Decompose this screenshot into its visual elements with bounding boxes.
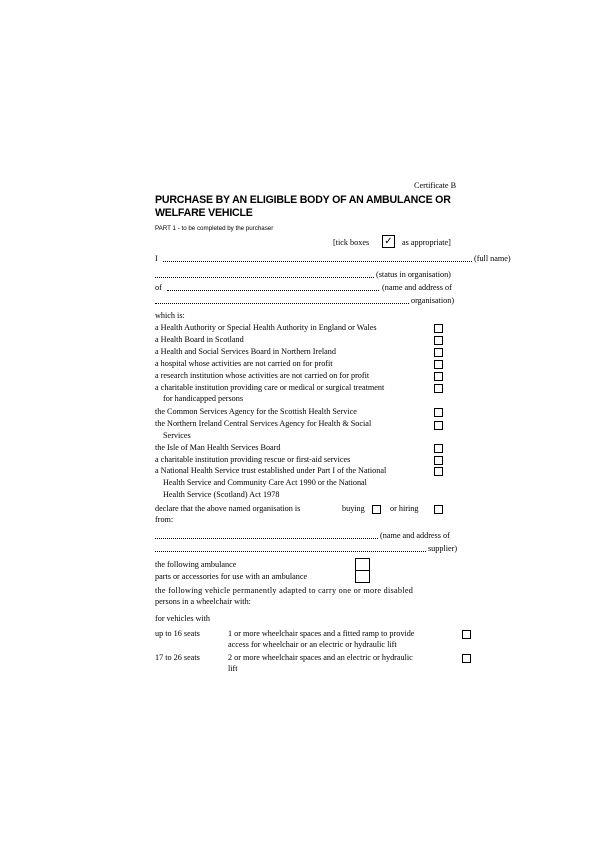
status-field[interactable] <box>155 277 374 278</box>
body-checkbox[interactable] <box>434 384 443 393</box>
supplier-field-line2[interactable] <box>155 551 426 552</box>
body-checkbox[interactable] <box>434 348 443 357</box>
hiring-label: or hiring <box>390 504 419 513</box>
parts-checkbox[interactable] <box>355 570 370 583</box>
body-checkbox[interactable] <box>434 324 443 333</box>
organisation-field-line1[interactable] <box>167 290 379 291</box>
which-is-label: which is: <box>155 311 185 320</box>
seats-requirement-line2: access for wheelchair or an electric or hydraulic lift <box>228 640 397 649</box>
declare-text: declare that the above named organisation is <box>155 504 301 513</box>
hiring-checkbox[interactable] <box>434 505 443 514</box>
vehicle-option-line2: persons in a wheelchair with: <box>155 597 251 606</box>
body-option-label: the Isle of Man Health Services Board <box>155 443 281 452</box>
name-prefix: I <box>155 254 158 263</box>
status-label: (status in organisation) <box>376 270 451 279</box>
body-checkbox[interactable] <box>434 336 443 345</box>
from-label: from: <box>155 515 174 524</box>
name-field[interactable] <box>163 261 472 262</box>
buying-checkbox[interactable] <box>372 505 381 514</box>
seats-range-label: up to 16 seats <box>155 629 200 638</box>
form-title-line2: WELFARE VEHICLE <box>155 207 253 219</box>
body-option-label: a charitable institution providing care or medical or surgical treatment <box>155 383 385 392</box>
ambulance-option-label: the following ambulance <box>155 560 237 569</box>
vehicle-option-line1: the following vehicle permanently adapted to carry one or more disabled <box>155 586 414 595</box>
tick-instruction-prefix: [tick boxes <box>333 238 370 247</box>
body-option-label: a Health Authority or Special Health Authority in England or Wales <box>155 323 377 332</box>
supplier-label-a: (name and address of <box>380 531 450 540</box>
form-title-line1: PURCHASE BY AN ELIGIBLE BODY OF AN AMBULANCE OR <box>155 194 451 206</box>
seats-requirement-line1: 2 or more wheelchair spaces and an electric or hydraulic <box>228 653 413 662</box>
body-checkbox[interactable] <box>434 467 443 476</box>
seats-checkbox[interactable] <box>462 630 471 639</box>
body-option-label: a Health and Social Services Board in Northern Ireland <box>155 347 336 356</box>
body-checkbox[interactable] <box>434 444 443 453</box>
body-checkbox[interactable] <box>434 408 443 417</box>
supplier-field-line1[interactable] <box>155 538 378 539</box>
body-option-label-cont: for handicapped persons <box>163 394 244 403</box>
body-option-label: a charitable institution providing rescue or first-aid services <box>155 455 351 464</box>
parts-option-label: parts or accessories for use with an ambulance <box>155 572 308 581</box>
certificate-label: Certificate B <box>414 181 457 190</box>
body-option-label: a research institution whose activities are not carried on for profit <box>155 371 370 380</box>
body-checkbox[interactable] <box>434 372 443 381</box>
organisation-field-line2[interactable] <box>155 303 409 304</box>
body-option-label: a hospital whose activities are not carried on for profit <box>155 359 333 368</box>
buying-label: buying <box>342 504 365 513</box>
body-option-label-cont: Services <box>163 431 191 440</box>
body-option-label: a Health Board in Scotland <box>155 335 244 344</box>
body-checkbox[interactable] <box>434 421 443 430</box>
tick-instruction-suffix: as appropriate] <box>402 238 451 247</box>
of-prefix: of <box>155 283 162 292</box>
body-option-label: the Common Services Agency for the Scottish Health Service <box>155 407 357 416</box>
example-tick-box <box>382 235 395 248</box>
organisation-label-b: organisation) <box>411 296 455 305</box>
body-checkbox[interactable] <box>434 456 443 465</box>
for-vehicles-label: for vehicles with <box>155 614 211 623</box>
organisation-label-a: (name and address of <box>382 283 452 292</box>
body-option-label-cont2: Health Service (Scotland) Act 1978 <box>163 490 280 499</box>
supplier-label-b: supplier) <box>428 544 458 553</box>
seats-range-label: 17 to 26 seats <box>155 653 200 662</box>
body-checkbox[interactable] <box>434 360 443 369</box>
seats-requirement-line2: lift <box>228 664 238 673</box>
body-option-label: the Northern Ireland Central Services Agency for Health & Social <box>155 419 372 428</box>
part1-heading: PART 1 - to be completed by the purchaser <box>155 225 274 232</box>
body-option-label: a National Health Service trust established under Part I of the National <box>155 466 387 475</box>
seats-requirement-line1: 1 or more wheelchair spaces and a fitted ramp to provide <box>228 629 415 638</box>
name-label: (full name) <box>474 254 511 263</box>
body-option-label-cont: Health Service and Community Care Act 1990 or the National <box>163 478 367 487</box>
seats-checkbox[interactable] <box>462 654 471 663</box>
checkmark-icon: ✓ <box>384 236 393 247</box>
